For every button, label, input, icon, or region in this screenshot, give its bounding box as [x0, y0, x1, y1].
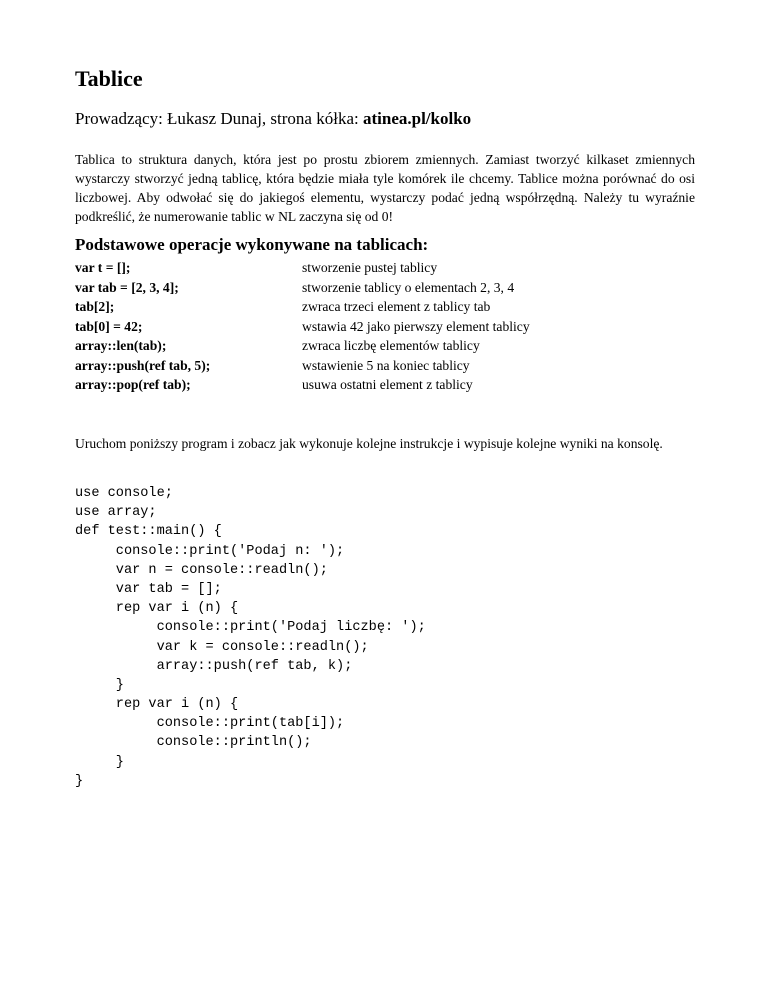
code-line: use array; [75, 505, 157, 521]
run-instructions: Uruchom poniższy program i zobacz jak wykonuje kolejne instrukcje i wypisuje kolejne wyniki na konsolę. [75, 436, 663, 451]
operation-row [75, 258, 695, 278]
operations-table [75, 258, 695, 395]
operation-row [75, 297, 695, 317]
code-line: } [75, 773, 84, 789]
operation-code: var tab = [2, 3, 4]; [75, 279, 179, 295]
operation-description: wstawia 42 jako pierwszy element tablicy [302, 318, 530, 334]
operation-description: stworzenie pustej tablicy [302, 260, 438, 275]
operation-code: array::len(tab); [75, 338, 167, 353]
intro-paragraph: Tablica to struktura danych, która jest po prostu zbiorem zmiennych. Zamiast tworzyć kilkaset zmiennych wystarczy stworzyć jedną tablicę, która będzie miała tyle komórek ile chcemy. Tablice można porównać do osi liczbowej. Aby odwołać się do jakiegoś elementu, wystarczy podać jedną współrzędną. Należy tu wyraźnie podkreślić, że numerowanie tablic w NL zaczyna się od 0! [75, 152, 695, 224]
code-line: rep var i (n) { [75, 697, 239, 713]
operation-description: zwraca liczbę elementów tablicy [302, 338, 480, 353]
code-line: use console; [75, 486, 173, 501]
club-site-link: atinea.pl/kolko [362, 109, 472, 128]
operations-heading: Podstawowe operacje wykonywane na tablicach: [75, 235, 429, 254]
code-line: var k = console::readln(); [75, 639, 369, 655]
operation-code: var t = []; [75, 260, 131, 275]
instructor-label: Prowadzący: Łukasz Dunaj, strona kółka: [75, 109, 363, 128]
operation-code: tab[0] = 42; [75, 318, 143, 334]
code-line: var tab = []; [75, 581, 222, 597]
operation-description: wstawienie 5 na koniec tablicy [302, 357, 470, 373]
code-line: def test::main() { [75, 524, 222, 540]
operation-code: tab[2]; [75, 299, 115, 314]
code-line: rep var i (n) { [75, 601, 239, 617]
page-title: Tablice [75, 66, 143, 91]
code-line: array::push(ref tab, k); [75, 658, 353, 674]
operation-row [75, 317, 695, 337]
operation-row [75, 278, 695, 298]
code-line: console::print(tab[i]); [75, 716, 345, 732]
code-line: console::println(); [75, 735, 312, 751]
operation-row [75, 336, 695, 356]
operation-description: stworzenie tablicy o elementach 2, 3, 4 [302, 279, 515, 295]
code-line: console::print('Podaj liczbę: '); [75, 620, 426, 636]
instructor-line [75, 109, 471, 129]
operation-row [75, 375, 695, 395]
operation-row [75, 356, 695, 376]
code-line: console::print('Podaj n: '); [75, 543, 345, 559]
code-listing [75, 484, 426, 791]
operation-description: usuwa ostatni element z tablicy [302, 377, 473, 392]
code-line: var n = console::readln(); [75, 562, 328, 578]
operation-code: array::pop(ref tab); [75, 377, 191, 392]
code-line: } [75, 677, 124, 693]
code-line: } [75, 754, 124, 770]
operation-code: array::push(ref tab, 5); [75, 357, 211, 373]
operation-description: zwraca trzeci element z tablicy tab [302, 299, 491, 314]
